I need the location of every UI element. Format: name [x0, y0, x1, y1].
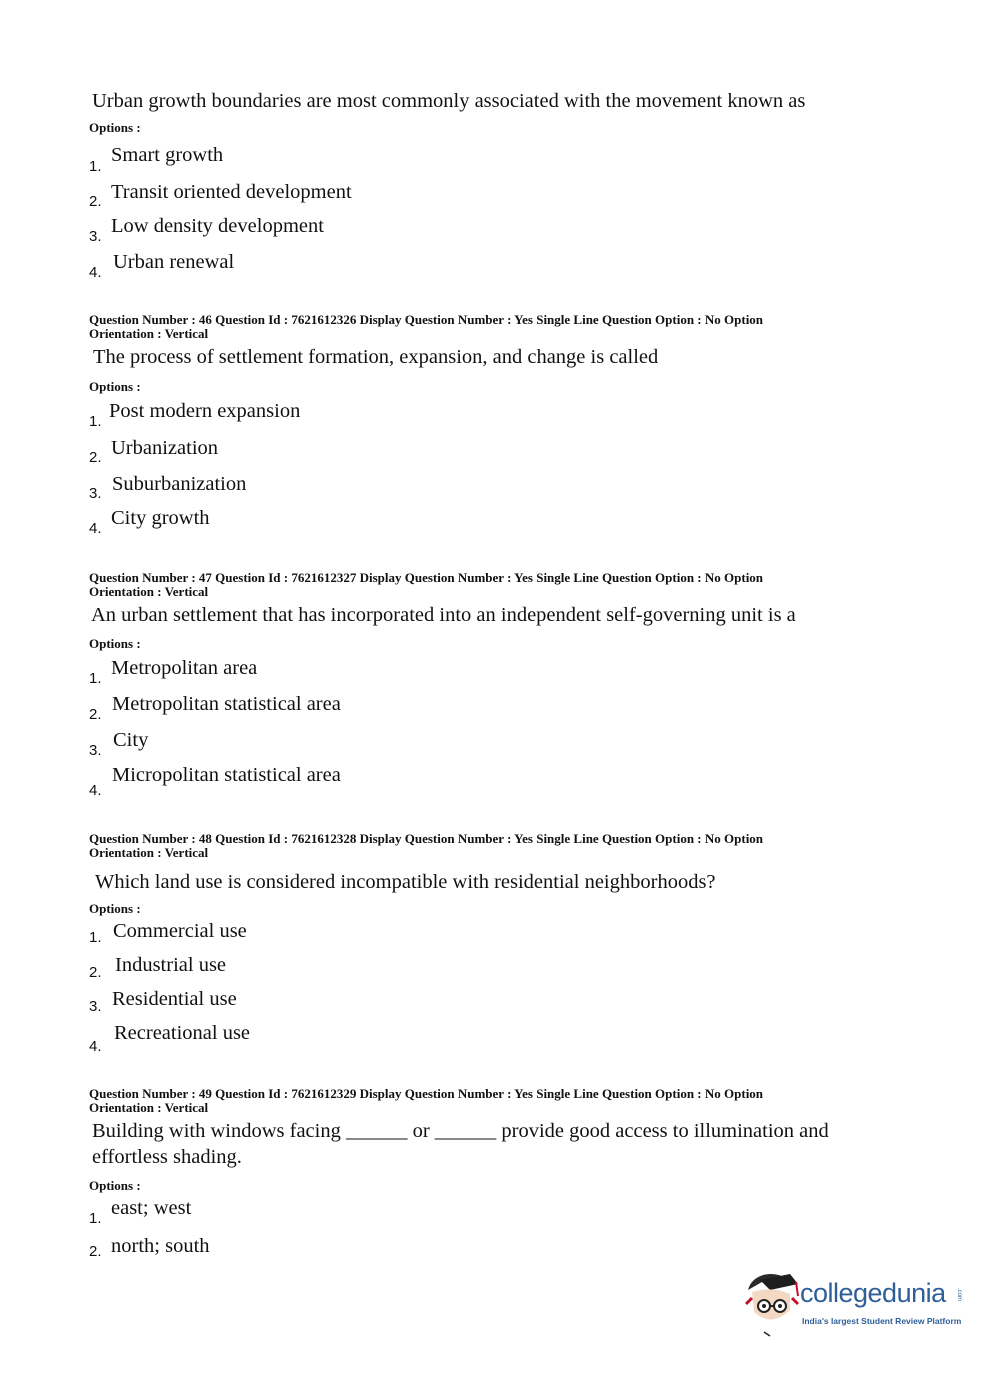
collegedunia-logo — [742, 1270, 972, 1340]
question-meta-orientation: Orientation : Vertical — [89, 326, 209, 341]
question-text-line-1: Building with windows facing ______ or ______ provide good access to illumination and — [92, 1120, 829, 1142]
mascot-icon — [742, 1270, 802, 1340]
option-item: 3. Suburbanization — [89, 473, 247, 502]
question-meta-orientation: Orientation : Vertical — [89, 845, 209, 860]
options-list — [89, 1197, 889, 1267]
logo-wordmark: collegedunia — [800, 1278, 946, 1308]
option-item: 4. Recreational use — [89, 1022, 251, 1055]
question-meta: Question Number : 49 Question Id : 7621612329 Display Question Number : Yes Single Line Question Option : No Option — [89, 1086, 764, 1101]
question-meta: Question Number : 46 Question Id : 7621612326 Display Question Number : Yes Single Line Question Option : No Option — [89, 312, 764, 327]
question-meta: Question Number : 47 Question Id : 7621612327 Display Question Number : Yes Single Line Question Option : No Option — [89, 570, 764, 585]
option-item: 2. north; south — [89, 1235, 210, 1260]
option-item: 4. Urban renewal — [89, 251, 235, 281]
question-45 — [89, 88, 889, 136]
option-item: 3. Low density development — [89, 215, 324, 245]
logo-suffix: .com — [956, 1288, 962, 1302]
option-item: 1. Post modern expansion — [89, 400, 301, 430]
option-item: 2. Transit oriented development — [89, 181, 352, 210]
option-item: 4. Micropolitan statistical area — [89, 764, 341, 799]
question-text: An urban settlement that has incorporated into an independent self-governing unit is a — [91, 604, 796, 626]
question-46 — [89, 313, 889, 395]
option-item: 1. east; west — [89, 1197, 192, 1227]
options-list — [89, 400, 889, 540]
question-meta-orientation: Orientation : Vertical — [89, 584, 209, 599]
option-item: 4. City growth — [89, 507, 210, 537]
option-item: 1. Smart growth — [89, 144, 224, 175]
question-text-line-2: effortless shading. — [92, 1146, 242, 1168]
question-text: The process of settlement formation, expansion, and change is called — [93, 346, 659, 368]
question-text: Urban growth boundaries are most commonly associated with the movement known as — [92, 90, 806, 112]
option-item: 1. Commercial use — [89, 920, 247, 946]
options-label: Options : — [89, 636, 141, 651]
question-meta-orientation: Orientation : Vertical — [89, 1100, 209, 1115]
option-item: 3. City — [89, 729, 149, 759]
option-item: 3. Residential use — [89, 988, 237, 1015]
option-item: 2. Industrial use — [89, 954, 227, 981]
options-label: Options : — [89, 1178, 141, 1193]
options-list — [89, 143, 889, 283]
options-label: Options : — [89, 120, 141, 135]
question-47 — [89, 571, 889, 652]
options-list — [89, 657, 889, 807]
option-item: 2. Metropolitan statistical area — [89, 693, 341, 723]
question-48 — [89, 832, 889, 917]
options-list — [89, 920, 889, 1060]
question-text: Which land use is considered incompatible with residential neighborhoods? — [95, 871, 716, 893]
options-label: Options : — [89, 379, 141, 394]
question-49 — [89, 1087, 889, 1194]
logo-tagline: India's largest Student Review Platform — [802, 1316, 962, 1326]
option-item: 2. Urbanization — [89, 437, 219, 466]
option-item: 1. Metropolitan area — [89, 657, 258, 687]
question-meta: Question Number : 48 Question Id : 7621612328 Display Question Number : Yes Single Line Question Option : No Option — [89, 831, 764, 846]
options-label: Options : — [89, 901, 141, 916]
